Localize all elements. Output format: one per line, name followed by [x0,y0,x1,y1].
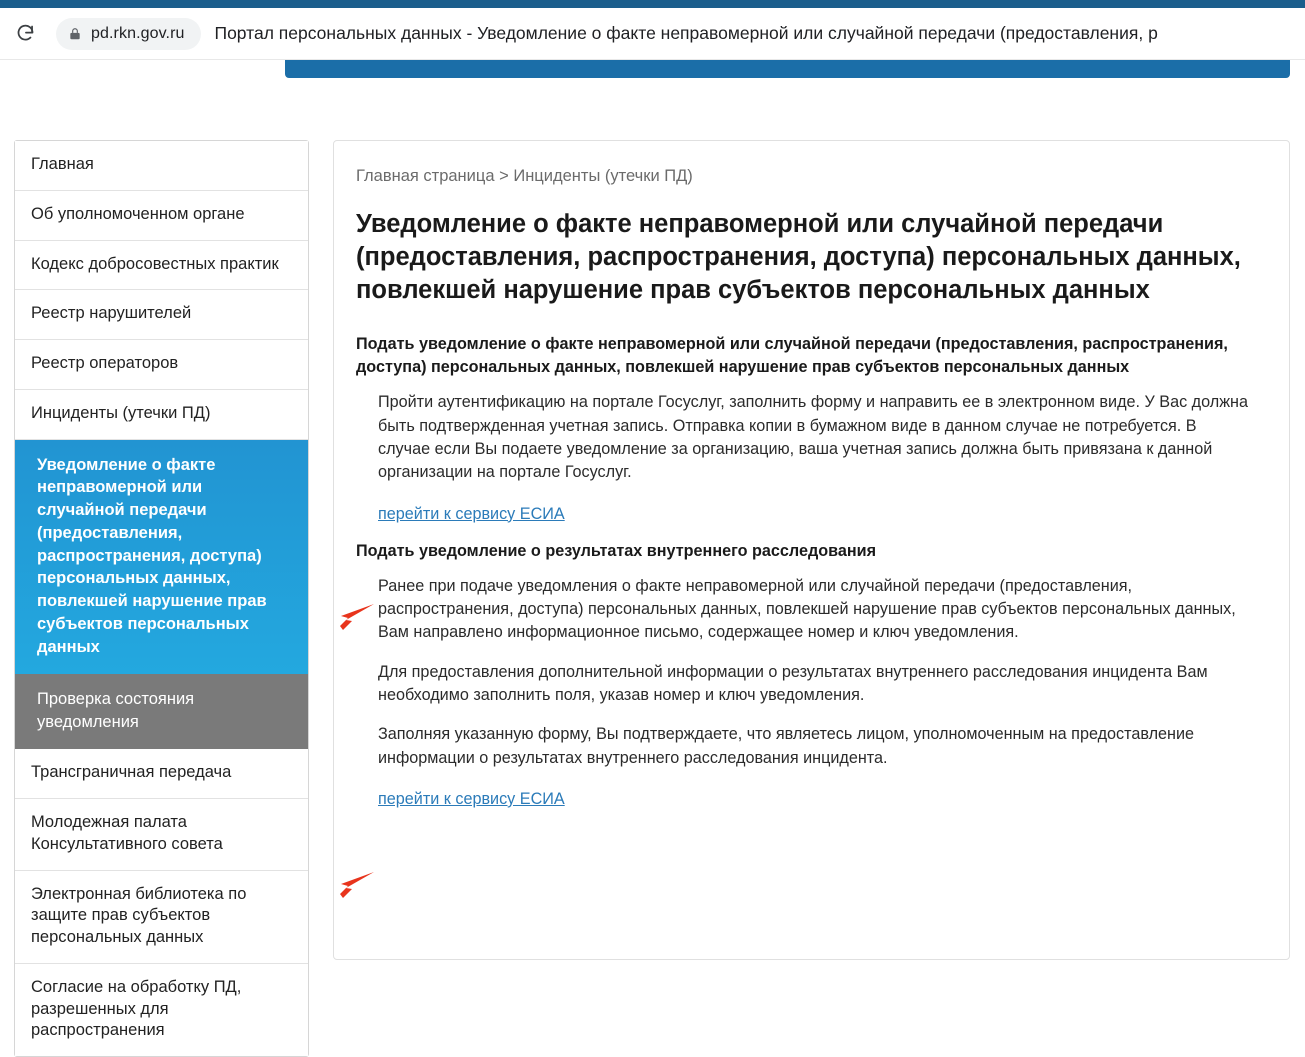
browser-page-title: Портал персональных данных - Уведомление о факте неправомерной или случайной передачи (предоставления, р [214,23,1158,43]
breadcrumb-current: Инциденты (утечки ПД) [513,167,693,185]
page-layout [0,78,1305,1057]
section-2-paragraph-2: Для предоставления дополнительной информации о результатах внутреннего расследования инцидента Вам необходимо заполнить поля, указав номер и ключ уведомления. [378,662,1208,705]
section-2-paragraph-1: Ранее при подаче уведомления о факте неправомерной или случайной передачи (предоставления, распространения, доступа) персональных данных, повлекшей нарушение прав субъектов персональных данных, Вам направлено информационное письмо, содержащее номер и ключ уведомления. [378,576,1236,642]
sidebar-item-reestr-narushitelej[interactable]: Реестр нарушителей [15,290,308,340]
url-omnibox[interactable] [56,18,201,50]
reload-icon[interactable] [8,17,42,51]
sidebar-item-ob-upolnomochennom-organe[interactable]: Об уполномоченном органе [15,191,308,241]
browser-address-bar [0,8,1305,60]
sidebar-item-incidenty-utechki-pd[interactable]: Инциденты (утечки ПД) [15,390,308,440]
section-1-paragraph: Пройти аутентификацию на портале Госуслуг, заполнить форму и направить ее в электронном виде. У Вас должна быть подтвержденная учетная запись. Отправка копии в бумажном виде в данном случае не потребуется. В случае если Вы подаете уведомление за организацию, ваша учетная запись должна быть привязана к данной организации на портале Госуслуг. [378,393,1248,482]
sidebar-item-uvedomlenie-o-fakte-peredachi[interactable]: Уведомление о факте неправомерной или случайной передачи (предоставления, распространения, доступа) персональных данных, повлекшей нарушение прав субъектов персональных данных [15,440,308,675]
sidebar-item-glavnaya[interactable]: Главная [15,141,308,191]
breadcrumb-home-link[interactable]: Главная страница [356,167,495,185]
sidebar-item-elektronnaya-biblioteka[interactable]: Электронная библиотека по защите прав субъектов персональных данных [15,871,308,964]
section-2-paragraph-3: Заполняя указанную форму, Вы подтверждаете, что являетесь лицом, уполномоченным на предоставление информации о результатах внутреннего расследования инцидента. [378,725,1195,767]
sidebar-item-transgranichnaya-peredacha[interactable]: Трансграничная передача [15,749,308,799]
page-viewport [0,60,1305,1040]
breadcrumb-separator: > [494,167,514,185]
sidebar-item-kodeks-dobrosovestnyh-praktik[interactable]: Кодекс добросовестных практик [15,241,308,291]
sidebar-item-reestr-operatorov[interactable]: Реестр операторов [15,340,308,390]
sidebar-item-proverka-sostoyaniya-uvedomleniya[interactable]: Проверка состояния уведомления [15,674,308,749]
sidebar-item-molodezhnaya-palata[interactable]: Молодежная палата Консультативного совета [15,799,308,871]
page-title: Уведомление о факте неправомерной или случайной передачи (предоставления, распространения, доступа) персональных данных, повлекшей нарушение прав субъектов персональных данных [356,210,1241,305]
sidebar-item-soglasie-na-obrabotku-pd[interactable]: Согласие на обработку ПД, разрешенных для распространения [15,964,308,1056]
browser-top-accent-bar [0,0,1305,8]
esia-service-link-1[interactable]: перейти к сервису ЕСИА [378,504,565,523]
section-1-heading: Подать уведомление о факте неправомерной или случайной передачи (предоставления, распространения, доступа) персональных данных, повлекшей нарушение прав субъектов персональных данных [356,335,1228,377]
site-header-band [285,60,1290,78]
breadcrumb [356,167,1253,186]
url-text: pd.rkn.gov.ru [91,24,185,42]
lock-icon [68,26,82,42]
sidebar-navigation [14,140,309,1057]
main-content-card [333,140,1290,960]
section-2-heading: Подать уведомление о результатах внутреннего расследования [356,541,877,560]
esia-service-link-2[interactable]: перейти к сервису ЕСИА [378,790,565,809]
